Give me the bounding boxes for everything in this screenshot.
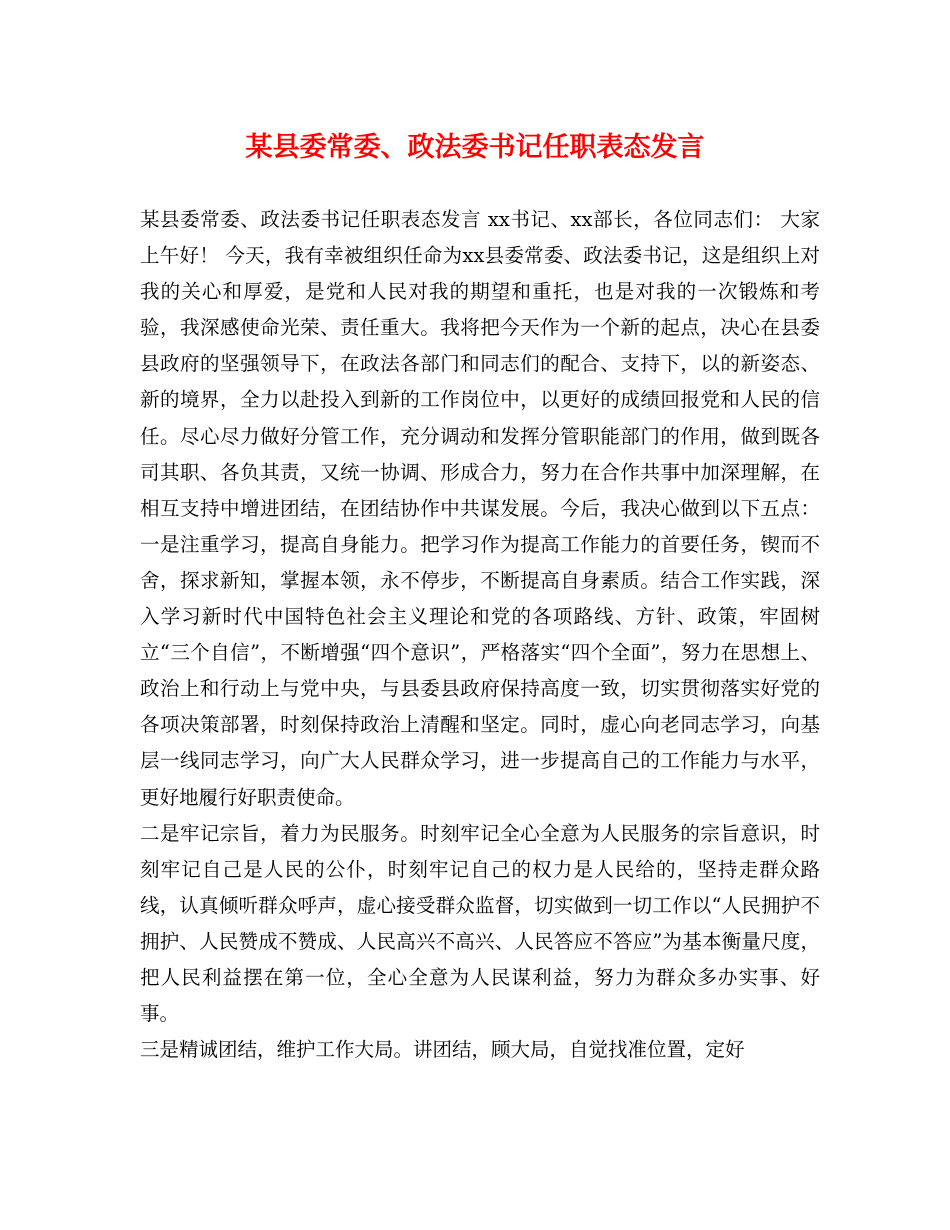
document-body xyxy=(140,202,820,1068)
page-title: 某县委常委、政法委书记任职表态发言 xyxy=(245,132,705,163)
paragraph-1: 某县委常委、政法委书记任职表态发言 xx书记、xx部长，各位同志们： 大家上午好！ 今天，我有幸被组织任命为xx县委常委、政法委书记，这是组织上对我的关心和厚爱，是党和人民对我的期望和重托，也是对我的一次锻炼和考验，我深感使命光荣、责任重大。我将把今天作为一个新的起点，决心在县委县政府的坚强领导下，在政法各部门和同志们的配合、支持下，以的新姿态、新的境界，全力以赴投入到新的工作岗位中，以更好的成绩回报党和人民的信任。尽心尽力做好分管工作，充分调动和发挥分管职能部门的作用，做到既各司其职、各负其责，又统一协调、形成合力，努力在合作共事中加深理解，在相互支持中增进团结，在团结协作中共谋发展。今后，我决心做到以下五点： 一是注重学习，提高自身能力。把学习作为提高工作能力的首要任务，锲而不舍，探求新知，掌握本领，永不停步，不断提高自身素质。结合工作实践，深入学习新时代中国特色社会主义理论和党的各项路线、方针、政策，牢固树立“三个自信”，不断增强“四个意识”，严格落实“四个全面”，努力在思想上、政治上和行动上与党中央，与县委县政府保持高度一致，切实贯彻落实好党的各项决策部署，时刻保持政治上清醒和坚定。同时，虚心向老同志学习，向基层一线同志学习，向广大人民群众学习，进一步提高自己的工作能力与水平，更好地履行好职责使命。 xyxy=(140,208,820,809)
paragraph-3: 三是精诚团结，维护工作大局。讲团结，顾大局，自觉找准位置，定好 xyxy=(140,1038,745,1062)
paragraph-2: 二是牢记宗旨，着力为民服务。时刻牢记全心全意为人民服务的宗旨意识，时刻牢记自己是人民的公仆，时刻牢记自己的权力是人民给的，坚持走群众路线，认真倾听群众呼声，虚心接受群众监督，切实做到一切工作以“人民拥护不拥护、人民赞成不赞成、人民高兴不高兴、人民答应不答应”为基本衡量尺度，把人民利益摆在第一位，全心全意为人民谋利益，努力为群众多办实事、好事。 xyxy=(140,821,820,1026)
